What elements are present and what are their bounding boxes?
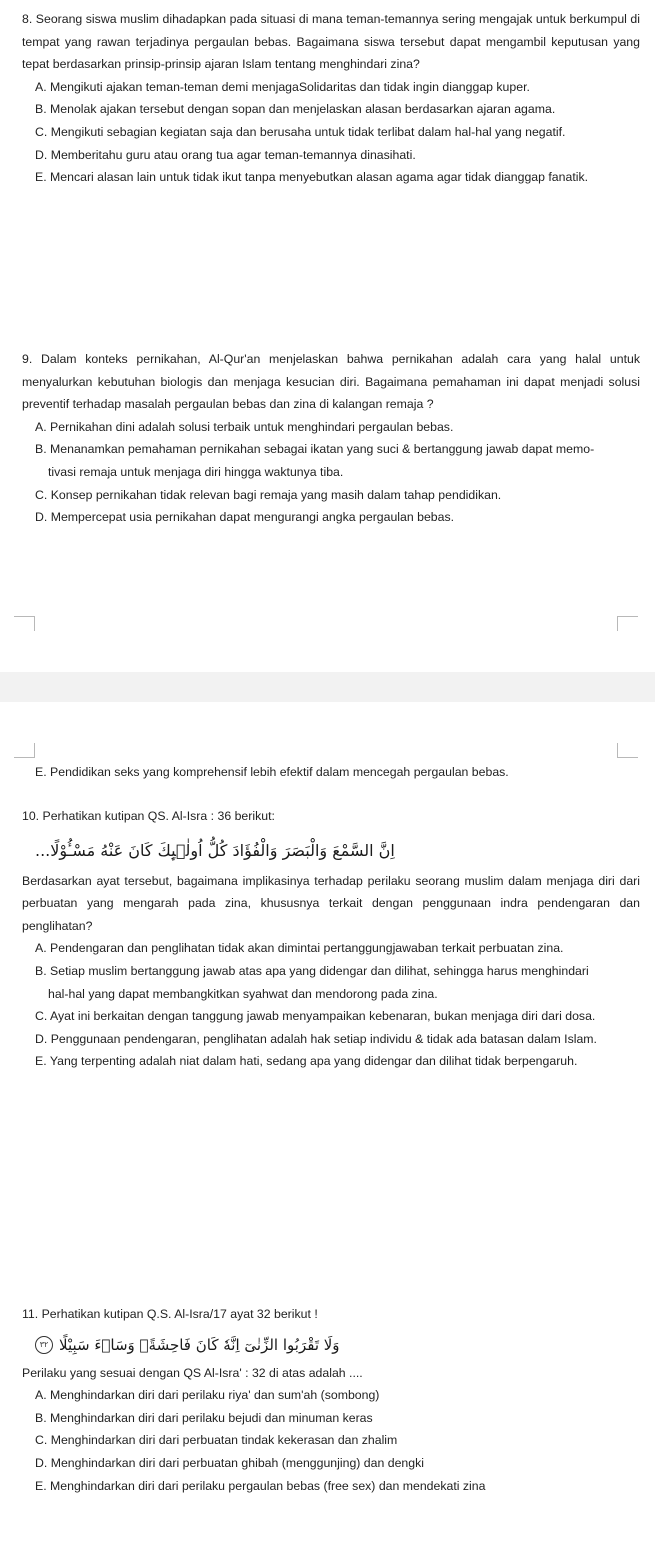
- question-10-option-e[interactable]: E. Yang terpenting adalah niat dalam hati, sedang apa yang didengar dan dilihat tidak berpengaruh.: [35, 1054, 578, 1069]
- ayah-number-icon: ٣٢: [35, 1336, 53, 1354]
- question-9-option-e[interactable]: E. Pendidikan seks yang komprehensif lebih efektif dalam mencegah pergaulan bebas.: [35, 765, 509, 779]
- question-10-option-b[interactable]: B. Setiap muslim bertanggung jawab atas apa yang didengar dan dilihat, sehingga harus menghindari: [35, 963, 589, 978]
- question-11-stem: 11. Perhatikan kutipan Q.S. Al-Isra/17 ayat 32 berikut !: [22, 1307, 318, 1321]
- question-10-option-b-continued: hal-hal yang dapat membangkitkan syahwat dan mendorong pada zina.: [48, 986, 438, 1001]
- question-9-option-c[interactable]: C. Konsep pernikahan tidak relevan bagi remaja yang masih dalam tahap pendidikan.: [35, 487, 502, 502]
- question-10-option-d[interactable]: D. Penggunaan pendengaran, penglihatan adalah hak setiap individu & tidak ada batasan dalam Islam.: [35, 1031, 597, 1046]
- page-break-gap: [0, 672, 655, 702]
- question-8: [22, 8, 640, 189]
- question-10-arabic-verse: اِنَّ السَّمْعَ وَالْبَصَرَ وَالْفُؤَادَ كُلُّ اُولٰۤىِٕكَ كَانَ عَنْهُ مَسْـُٔوْلًا...: [35, 840, 395, 860]
- question-9-option-a[interactable]: A. Pernikahan dini adalah solusi terbaik untuk menghindari pergaulan bebas.: [35, 419, 454, 434]
- question-11-option-a[interactable]: A. Menghindarkan diri dari perilaku riya' dan sum'ah (sombong): [35, 1388, 380, 1403]
- question-10-stem: 10. Perhatikan kutipan QS. Al-Isra : 36 berikut:: [22, 809, 275, 823]
- crop-mark: [14, 616, 35, 631]
- question-10: [22, 805, 640, 1073]
- question-11-arabic-verse: [22, 1330, 640, 1360]
- question-11-option-e[interactable]: E. Menghindarkan diri dari perilaku pergaulan bebas (free sex) dan mendekati zina: [35, 1478, 486, 1493]
- question-11-option-b[interactable]: B. Menghindarkan diri dari perilaku bejudi dan minuman keras: [35, 1410, 373, 1425]
- question-9-option-b[interactable]: B. Menanamkan pemahaman pernikahan sebagai ikatan yang suci & bertanggung jawab dapat memo-: [35, 442, 595, 457]
- question-11-arabic-text: وَلَا تَقْرَبُوا الزِّنٰىٓ اِنَّهٗ كَانَ فَاحِشَةًۗ وَسَاۤءَ سَبِيْلًا: [59, 1335, 340, 1354]
- question-9: [22, 348, 640, 529]
- question-9-option-b-continued: tivasi remaja untuk menjaga diri hingga waktunya tiba.: [48, 464, 344, 479]
- question-8-option-b[interactable]: B. Menolak ajakan tersebut dengan sopan dan menjelaskan alasan berdasarkan ajaran agama.: [35, 102, 556, 117]
- question-8-option-a[interactable]: A. Mengikuti ajakan teman-teman demi menjagaSolidaritas dan tidak ingin dianggap kuper.: [35, 79, 530, 94]
- question-10-option-a[interactable]: A. Pendengaran dan penglihatan tidak akan dimintai pertanggungjawaban terkait perbuatan zina.: [35, 941, 564, 956]
- crop-mark: [617, 743, 638, 758]
- question-11-question: Perilaku yang sesuai dengan QS Al-Isra' : 32 di atas adalah ....: [22, 1365, 363, 1380]
- page-sheet-1: [0, 0, 655, 672]
- question-9-stem: 9. Dalam konteks pernikahan, Al-Qur'an menjelaskan bahwa pernikahan adalah cara yang halal untuk menyalurkan kebutuhan biologis dan menjaga kesucian diri. Bagaimana pemahaman ini dapat menjadi solusi preventif terhadap masalah pergaulan bebas dan zina di kalangan remaja ?: [22, 352, 640, 412]
- question-10-question: Berdasarkan ayat tersebut, bagaimana implikasinya terhadap perilaku seorang muslim dalam menjaga diri dari perbuatan yang mengarah pada zina, khususnya terkait dengan penggunaan indra pendengaran dan penglihatan?: [22, 873, 640, 933]
- question-11-option-d[interactable]: D. Menghindarkan diri dari perbuatan ghibah (menggunjing) dan dengki: [35, 1455, 424, 1470]
- question-8-option-d[interactable]: D. Memberitahu guru atau orang tua agar teman-temannya dinasihati.: [35, 147, 416, 162]
- crop-mark: [14, 743, 35, 758]
- question-9-continued: [22, 761, 640, 784]
- crop-mark: [617, 616, 638, 631]
- question-9-option-d[interactable]: D. Mempercepat usia pernikahan dapat mengurangi angka pergaulan bebas.: [35, 510, 455, 525]
- question-8-option-c[interactable]: C. Mengikuti sebagian kegiatan saja dan berusaha untuk tidak terlibat dalam hal-hal yang negatif.: [35, 124, 566, 139]
- question-8-stem: 8. Seorang siswa muslim dihadapkan pada situasi di mana teman-temannya sering mengajak untuk berkumpul di tempat yang rawan terjadinya pergaulan bebas. Bagaimana siswa tersebut dapat mengambil keputusan yang tepat berdasarkan prinsip-prinsip ajaran Islam tentang menghindari zina?: [22, 12, 640, 72]
- question-10-option-c[interactable]: C. Ayat ini berkaitan dengan tanggung jawab menyampaikan kebenaran, bukan menjaga diri dari dosa.: [35, 1009, 596, 1024]
- question-8-option-e[interactable]: E. Mencari alasan lain untuk tidak ikut tanpa menyebutkan alasan agama agar tidak dianggap fanatik.: [35, 170, 589, 185]
- question-11-option-c[interactable]: C. Menghindarkan diri dari perbuatan tindak kekerasan dan zhalim: [35, 1433, 398, 1448]
- question-11: [22, 1303, 640, 1497]
